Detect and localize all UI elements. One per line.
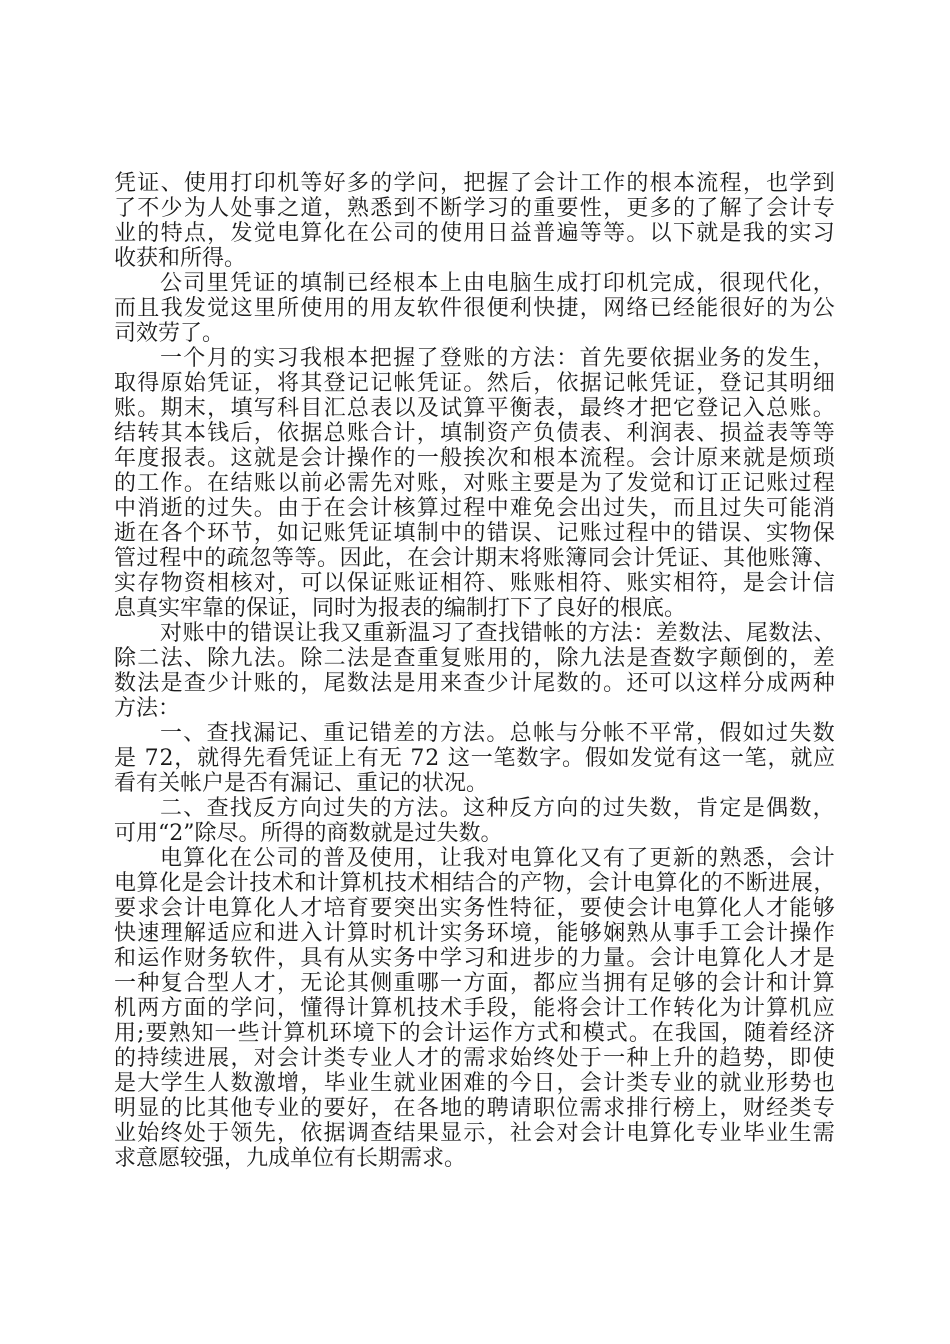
text-line: 数法是查少计账的，尾数法是用来查少计尾数的。还可以这样分成两种 bbox=[114, 671, 836, 696]
text-line: 结转其本钱后，依据总账合计，填制资产负债表、利润表、损益表等等 bbox=[114, 421, 836, 446]
text-line: 中消逝的过失。由于在会计核算过程中难免会出过失，而且过失可能消 bbox=[114, 496, 836, 521]
text-line: 收获和所得。 bbox=[114, 246, 247, 271]
text-line: 账。期末，填写科目汇总表以及试算平衡表，最终才把它登记入总账。 bbox=[114, 396, 836, 421]
text-line: 用;要熟知一些计算机环境下的会计运作方式和模式。在我国，随着经济 bbox=[114, 1021, 836, 1046]
text-line: 一、查找漏记、重记错差的方法。总帐与分帐不平常，假如过失数 bbox=[160, 721, 836, 746]
text-line: 取得原始凭证，将其登记记帐凭证。然后，依据记帐凭证，登记其明细 bbox=[114, 371, 836, 396]
text-line: 是大学生人数激增，毕业生就业困难的今日，会计类专业的就业形势也 bbox=[114, 1071, 836, 1096]
text-line: 公司里凭证的填制已经根本上由电脑生成打印机完成，很现代化， bbox=[160, 271, 836, 296]
text-line: 逝在各个环节，如记账凭证填制中的错误、记账过程中的错误、实物保 bbox=[114, 521, 836, 546]
text-line: 一种复合型人才，无论其侧重哪一方面，都应当拥有足够的会计和计算 bbox=[114, 971, 836, 996]
text-line: 机两方面的学问，懂得计算机技术手段，能将会计工作转化为计算机应 bbox=[114, 996, 836, 1021]
text-line: 管过程中的疏忽等等。因此，在会计期末将账簿同会计凭证、其他账簿、 bbox=[114, 546, 836, 571]
text-line: 电算化在公司的普及使用，让我对电算化又有了更新的熟悉，会计 bbox=[160, 846, 836, 871]
text-line: 除二法、除九法。除二法是查重复账用的，除九法是查数字颠倒的，差 bbox=[114, 646, 836, 671]
text-line: 而且我发觉这里所使用的用友软件很便利快捷，网络已经能很好的为公 bbox=[114, 296, 836, 321]
text-line: 方法： bbox=[114, 696, 181, 721]
text-line: 实存物资相核对，可以保证账证相符、账账相符、账实相符，是会计信 bbox=[114, 571, 836, 596]
text-line: 息真实牢靠的保证，同时为报表的编制打下了良好的根底。 bbox=[114, 596, 687, 621]
text-line: 司效劳了。 bbox=[114, 321, 225, 346]
text-line: 要求会计电算化人才培育要突出实务性特征，要使会计电算化人才能够 bbox=[114, 896, 836, 921]
text-line: 一个月的实习我根本把握了登账的方法：首先要依据业务的发生， bbox=[160, 346, 836, 371]
text-line: 求意愿较强，九成单位有长期需求。 bbox=[114, 1146, 467, 1171]
text-line: 电算化是会计技术和计算机技术相结合的产物，会计电算化的不断进展， bbox=[114, 871, 836, 896]
text-line: 明显的比其他专业的要好，在各地的聘请职位需求排行榜上，财经类专 bbox=[114, 1096, 836, 1121]
text-line: 快速理解适应和进入计算时机计实务环境，能够娴熟从事手工会计操作 bbox=[114, 921, 836, 946]
text-line: 业始终处于领先，依据调查结果显示，社会对会计电算化专业毕业生需 bbox=[114, 1121, 836, 1146]
text-line: 年度报表。这就是会计操作的一般挨次和根本流程。会计原来就是烦琐 bbox=[114, 446, 836, 471]
body-text bbox=[0, 171, 950, 1171]
text-line: 可用“2”除尽。所得的商数就是过失数。 bbox=[114, 821, 503, 846]
text-line: 凭证、使用打印机等好多的学问，把握了会计工作的根本流程，也学到 bbox=[114, 171, 836, 196]
text-line: 是 72，就得先看凭证上有无 72 这一笔数字。假如发觉有这一笔，就应 bbox=[114, 746, 836, 771]
text-line: 业的特点，发觉电算化在公司的使用日益普遍等等。以下就是我的实习 bbox=[114, 221, 836, 246]
text-line: 看有关帐户是否有漏记、重记的状况。 bbox=[114, 771, 489, 796]
text-line: 二、查找反方向过失的方法。这种反方向的过失数，肯定是偶数， bbox=[160, 796, 836, 821]
text-line: 和运作财务软件，具有从实务中学习和进步的力量。会计电算化人才是 bbox=[114, 946, 836, 971]
text-line: 的持续进展，对会计类专业人才的需求始终处于一种上升的趋势，即使 bbox=[114, 1046, 836, 1071]
text-line: 对账中的错误让我又重新温习了查找错帐的方法：差数法、尾数法、 bbox=[160, 621, 836, 646]
text-line: 了不少为人处事之道，熟悉到不断学习的重要性，更多的了解了会计专 bbox=[114, 196, 836, 221]
text-line: 的工作。在结账以前必需先对账，对账主要是为了发觉和订正记账过程 bbox=[114, 471, 836, 496]
